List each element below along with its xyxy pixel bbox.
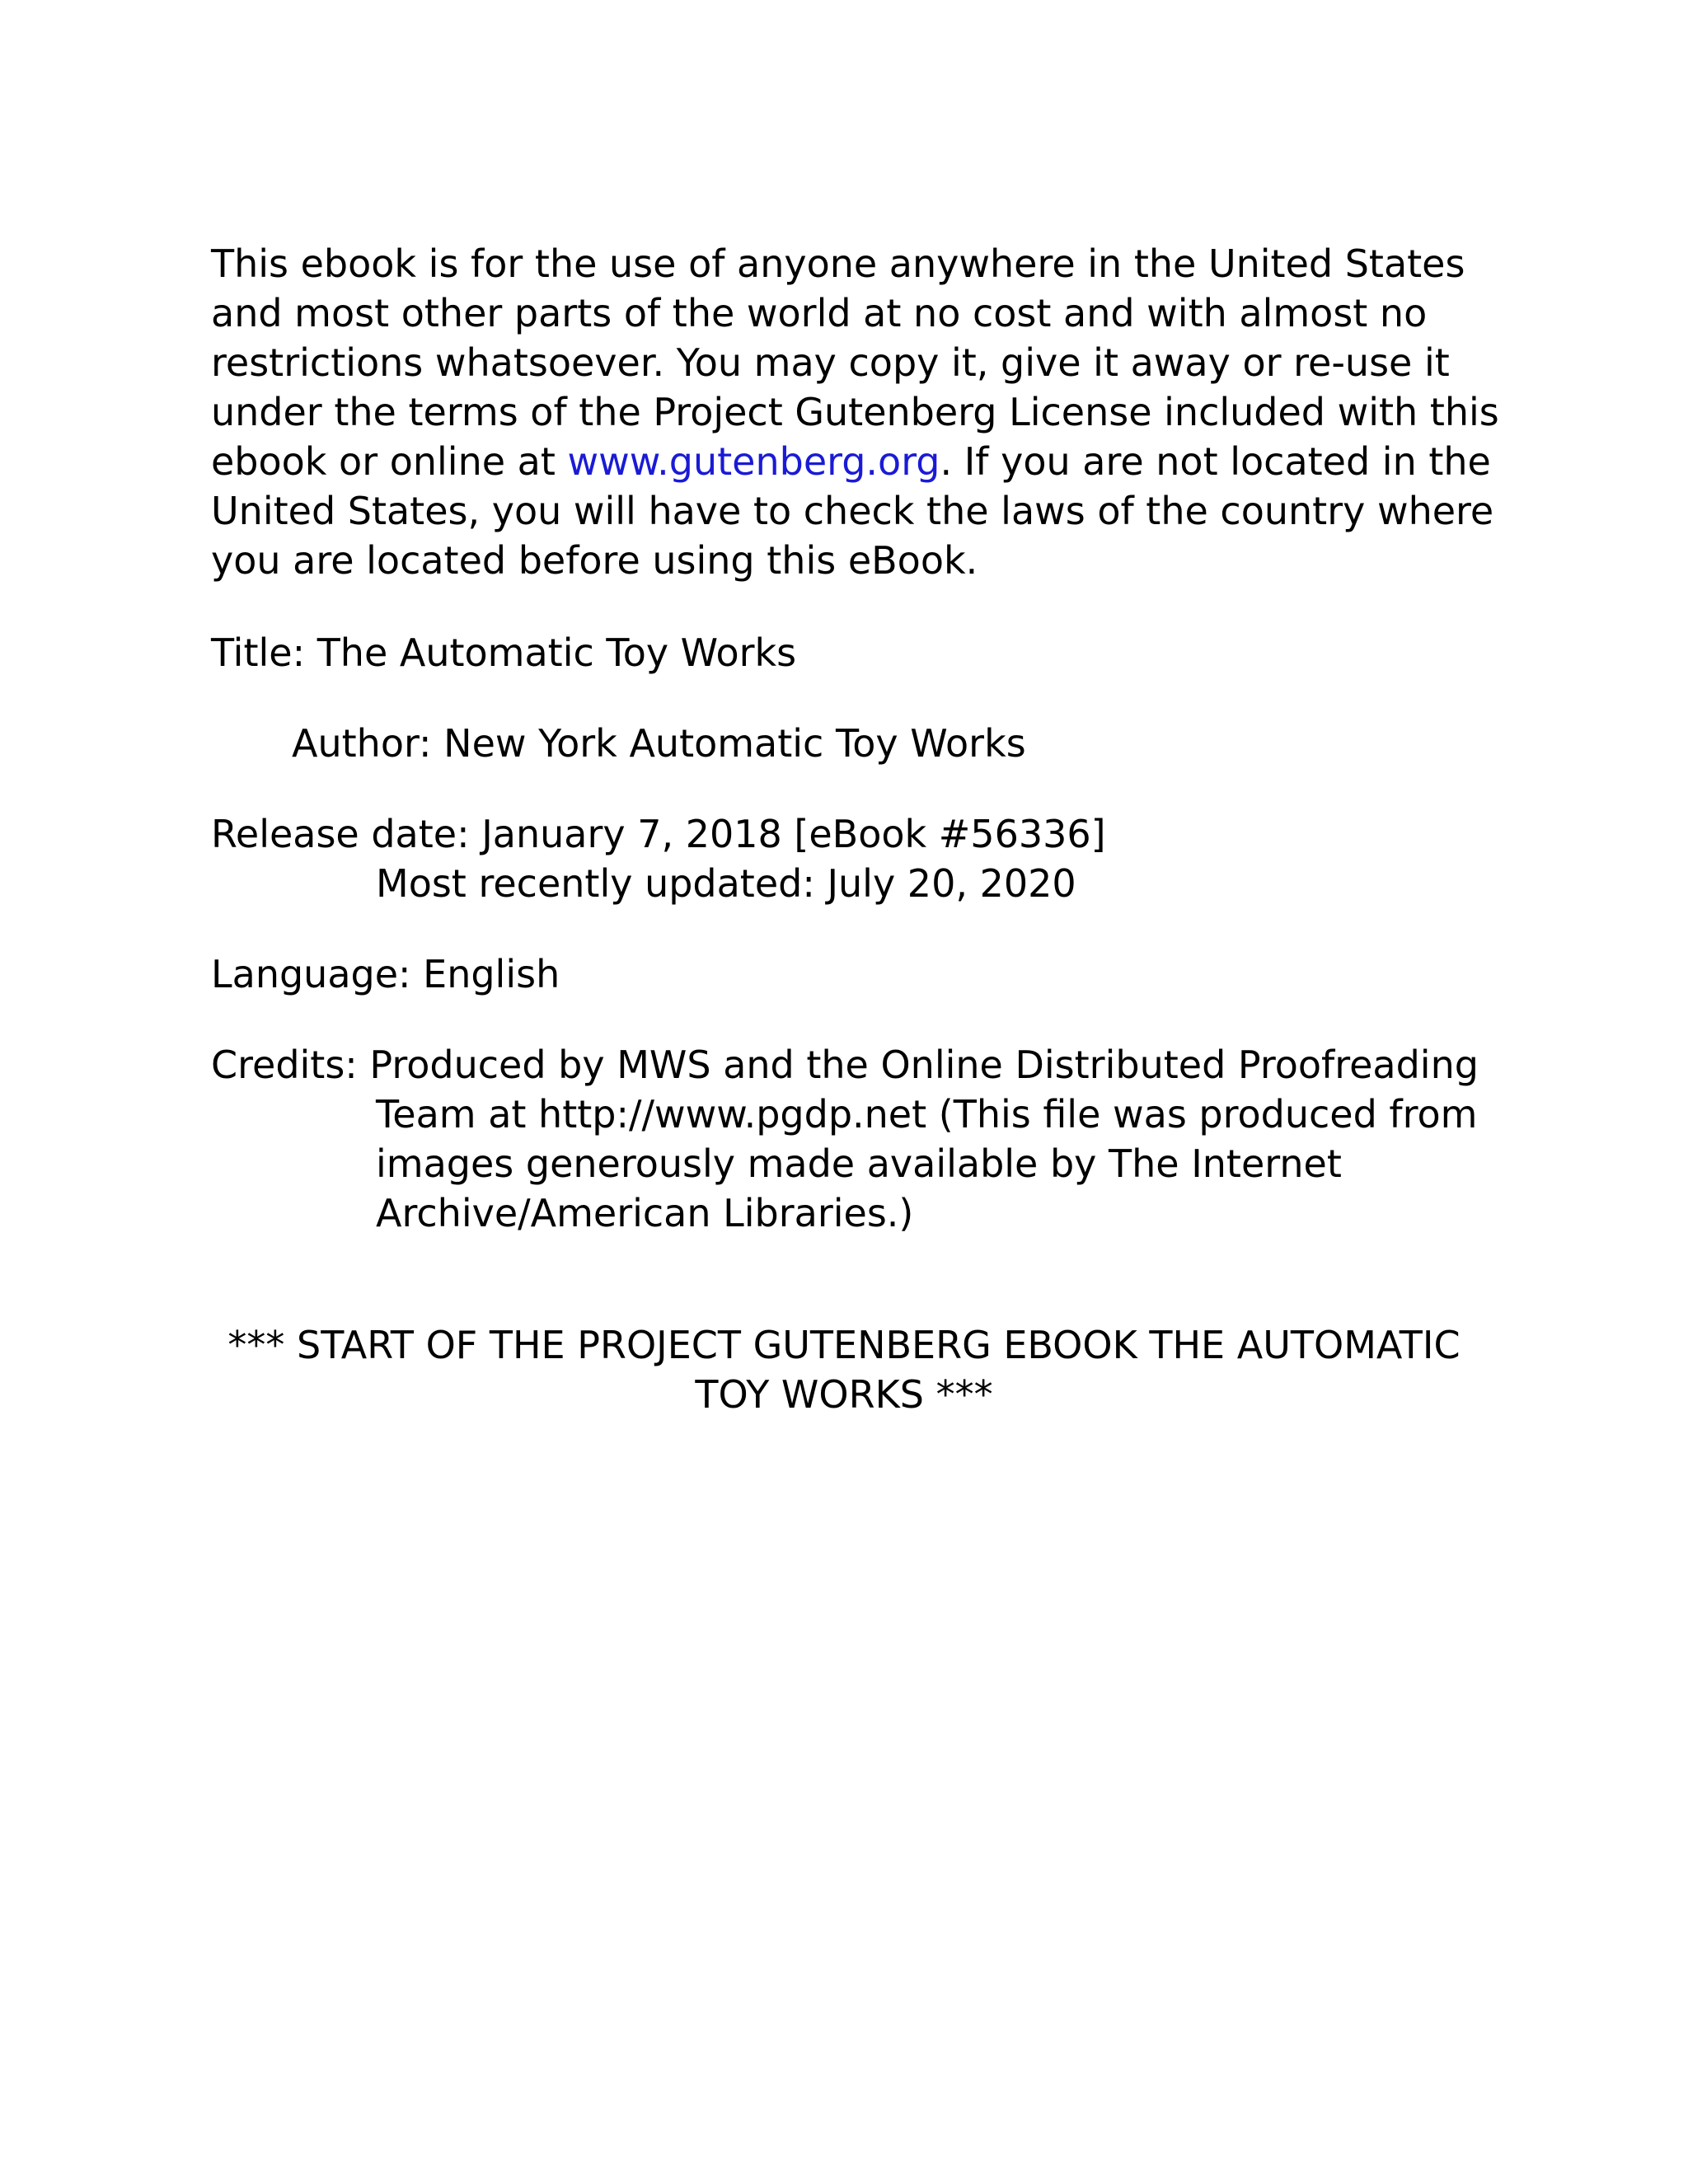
license-line-6: United States, you will have to check the laws of the country where [211, 489, 1494, 533]
license-line-5-start: ebook or online at [211, 439, 568, 484]
gutenberg-link[interactable]: www.gutenberg.org [567, 439, 940, 484]
license-line-1: This ebook is for the use of anyone anywhere in the United States [211, 241, 1465, 286]
start-marker-line-2: TOY WORKS *** [695, 1372, 993, 1417]
start-marker-line-1: *** START OF THE PROJECT GUTENBERG EBOOK THE AUTOMATIC [227, 1323, 1461, 1367]
release-date: Release date: January 7, 2018 [eBook #56336] [211, 812, 1106, 856]
credits-line-2: Team at http://www.pgdp.net (This file was produced from [376, 1092, 1478, 1137]
license-line-7: you are located before using this eBook. [211, 538, 978, 583]
license-paragraph [211, 239, 1499, 585]
ebook-title: Title: The Automatic Toy Works [211, 630, 797, 675]
credits-line-3: images generously made available by The Internet [376, 1141, 1342, 1186]
license-line-4: under the terms of the Project Gutenberg License included with this [211, 390, 1499, 434]
credits-line-1: Credits: Produced by MWS and the Online Distributed Proofreading [211, 1043, 1479, 1087]
license-line-3: restrictions whatsoever. You may copy it, give it away or re-use it [211, 340, 1450, 385]
license-line-2: and most other parts of the world at no cost and with almost no [211, 291, 1428, 335]
ebook-language: Language: English [211, 952, 560, 996]
ebook-author: Author: New York Automatic Toy Works [292, 721, 1026, 766]
updated-date: Most recently updated: July 20, 2020 [376, 861, 1076, 906]
credits-line-4: Archive/American Libraries.) [376, 1191, 914, 1235]
license-line-5-end: . If you are not located in the [940, 439, 1491, 484]
license-line-5 [211, 437, 1491, 486]
